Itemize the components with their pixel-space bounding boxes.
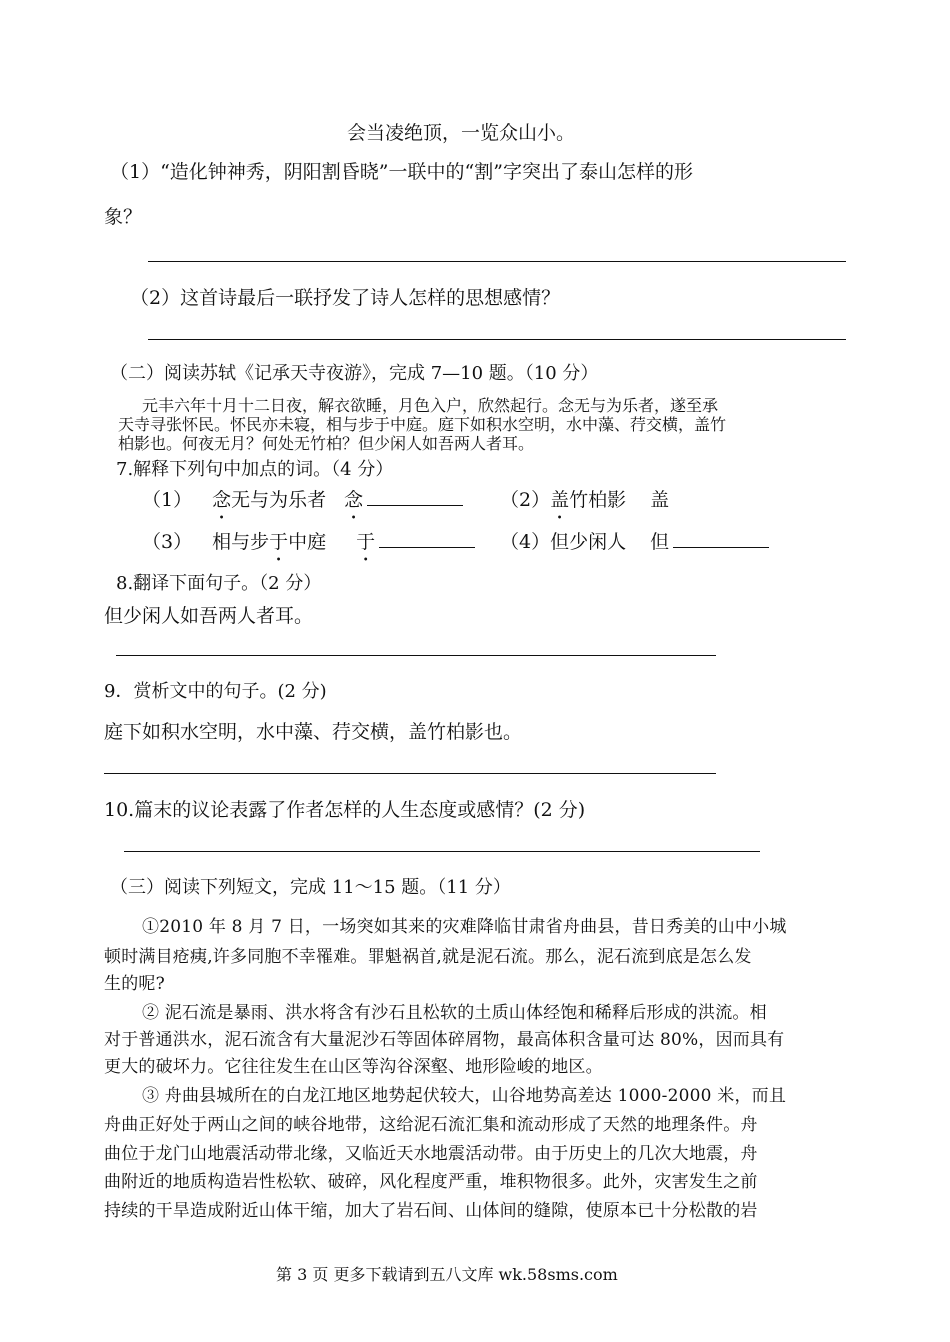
section-3-title: （三）阅读下列短文，完成 11～15 题。（11 分） [110,877,511,898]
q7-item-1-dotted-char: 念 [212,489,232,511]
question-9-title: 9．赏析文中的句子。(2 分) [104,681,327,702]
q7-item-4-dotted-char: 但 [550,531,570,553]
q7-item-2-word: 盖 [650,489,670,511]
q7-item-4: （4）但少闲人 但 [500,527,769,554]
answer-line-q1[interactable] [148,261,846,262]
q7-item-4-word: 但 [650,531,670,553]
page-footer: 第 3 页 更多下载请到五八文库 wk.58sms.com [276,1265,618,1284]
question-9-sentence: 庭下如积水空明，水中藻、荇交横，盖竹柏影也。 [104,721,523,743]
passage-2-line-3: 柏影也。何夜无月？何处无竹柏？但少闲人如吾两人者耳。 [118,434,535,453]
q7-item-1-blank[interactable] [367,487,463,506]
answer-line-q9[interactable] [104,773,716,774]
passage-3-line-11: 持续的干旱造成附近山体干缩，加大了岩石间、山体间的缝隙，使原本已十分松散的岩 [104,1201,758,1221]
passage-3-line-2: 顿时满目疮痍,许多同胞不幸罹难。罪魁祸首,就是泥石流。那么，泥石流到底是怎么发 [104,947,752,967]
passage-3-line-9: 曲位于龙门山地震活动带北缘，又临近天水地震活动带。由于历史上的几次大地震，舟 [104,1144,758,1164]
q7-item-1-word: 念 [344,489,364,511]
passage-3-line-6: 更大的破坏力。它往往发生在山区等沟谷深壑、地形险峻的地区。 [104,1057,603,1077]
question-1-line-1: （1）“造化钟神秀，阴阳割昏晓”一联中的“割”字突出了泰山怎样的形 [110,161,693,183]
question-7-title: 7.解释下列句中加点的词。（4 分） [116,459,394,480]
question-2: （2）这首诗最后一联抒发了诗人怎样的思想感情？ [130,287,561,309]
question-1-line-2: 象？ [104,206,143,228]
q7-item-3-blank[interactable] [379,529,475,548]
passage-2-line-1: 元丰六年十月十二日夜，解衣欲睡，月色入户，欣然起行。念无与为乐者，遂至承 [142,396,719,415]
question-10-title: 10.篇末的议论表露了作者怎样的人生态度或感情？(2 分) [104,799,586,821]
passage-3-line-1: ①2010 年 8 月 7 日，一场突如其来的灾难降临甘肃省舟曲县，昔日秀美的山中小城 [142,917,787,937]
q7-item-3-word: 于 [356,531,376,553]
poem-last-line: 会当凌绝顶，一览众山小。 [347,122,576,144]
q7-item-2-dotted-char: 盖 [550,489,570,511]
passage-3-line-3: 生的呢? [104,974,165,994]
q7-item-3-dotted-char: 于 [269,531,289,553]
q7-item-3: （3） 相与步于中庭 于 [142,527,475,554]
q7-item-4-blank[interactable] [673,529,769,548]
passage-3-line-5: 对于普通洪水，泥石流含有大量泥沙石等固体碎屑物，最高体积含量可达 80%，因而具有 [104,1030,785,1050]
q7-item-2: （2）盖竹柏影 盖 [500,485,669,512]
answer-line-q8[interactable] [116,655,716,656]
passage-3-line-4: ② 泥石流是暴雨、洪水将含有沙石且松软的土质山体经饱和稀释后形成的洪流。相 [142,1003,767,1023]
passage-2-line-2: 天寺寻张怀民。怀民亦未寝，相与步于中庭。庭下如积水空明，水中藻、荇交横，盖竹 [118,415,727,434]
answer-line-q10[interactable] [124,851,760,852]
section-2-title: （二）阅读苏轼《记承天寺夜游》，完成 7—10 题。（10 分） [110,363,599,384]
passage-3-line-10: 曲附近的地质构造岩性松软、破碎，风化程度严重，堆积物很多。此外，灾害发生之前 [104,1172,758,1192]
passage-3-line-7: ③ 舟曲县城所在的白龙江地区地势起伏较大，山谷地势高差达 1000-2000 米，而且 [142,1086,787,1106]
answer-line-q2[interactable] [148,339,846,340]
question-8-sentence: 但少闲人如吾两人者耳。 [104,605,314,627]
q7-item-1: （1） 念无与为乐者 念 [142,485,463,512]
question-8-title: 8.翻译下面句子。（2 分） [116,573,322,594]
passage-3-line-8: 舟曲正好处于两山之间的峡谷地带，这给泥石流汇集和流动形成了天然的地理条件。舟 [104,1115,758,1135]
